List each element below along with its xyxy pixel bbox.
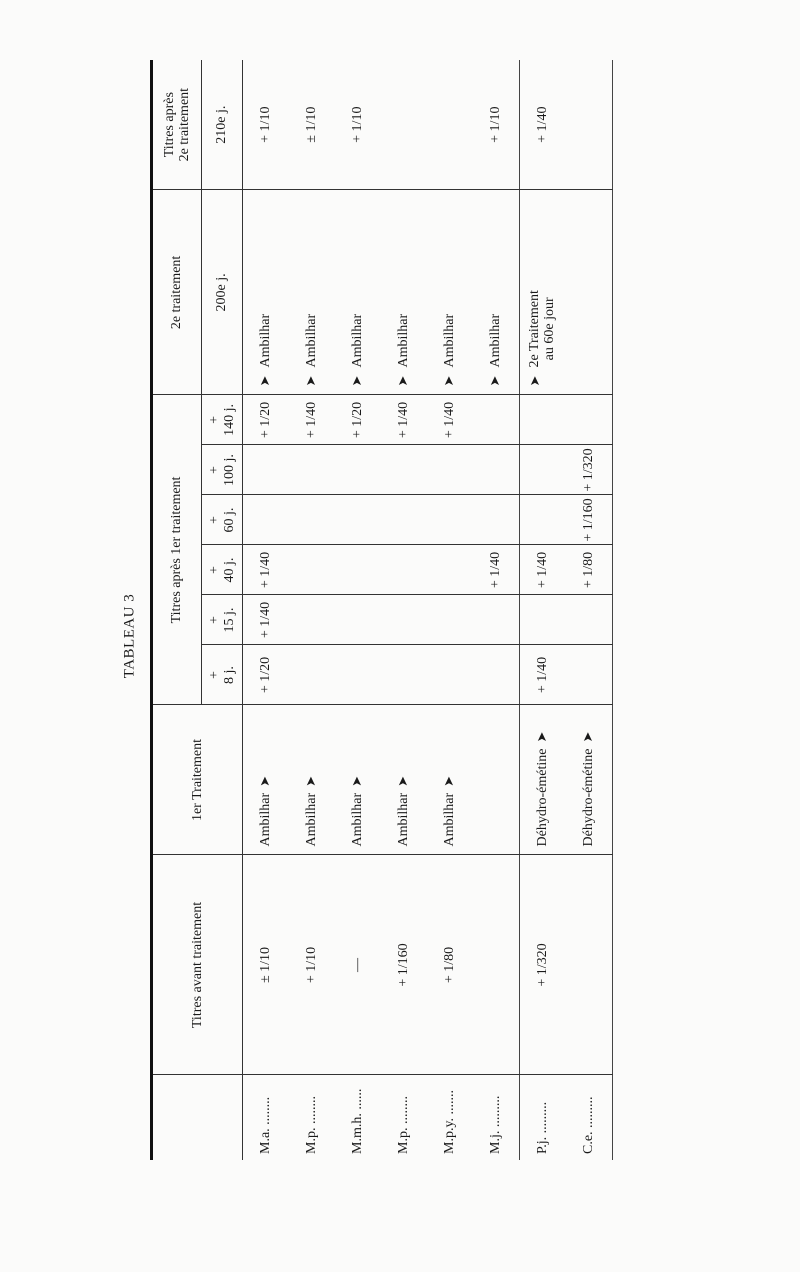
titre-15j xyxy=(381,595,427,645)
patient-name: M.p. ........ xyxy=(396,1096,412,1154)
header-day-15 xyxy=(202,595,243,645)
treatment-1 xyxy=(520,705,567,855)
header-day-label: 40 j. xyxy=(222,557,237,583)
header-day-label: 60 j. xyxy=(222,507,237,533)
header-day-label: 100 j. xyxy=(222,454,237,486)
header-apres2 xyxy=(152,60,202,190)
titre-15j xyxy=(427,595,473,645)
patient-name: C.e. ......... xyxy=(581,1096,597,1154)
header-plus: + xyxy=(206,416,222,424)
titre-40j: + 1/40 xyxy=(473,545,520,595)
treatment-2 xyxy=(335,190,381,395)
header-day-100 xyxy=(202,445,243,495)
treatment-1 xyxy=(566,705,613,855)
titre-210j: + 1/10 xyxy=(335,60,381,190)
titre-100j xyxy=(335,445,381,495)
treatment-2-label: Ambilhar xyxy=(396,313,412,368)
arrow-icon: ➤ xyxy=(349,375,365,387)
titre-60j xyxy=(381,495,427,545)
table-row xyxy=(427,60,473,1160)
titre-60j xyxy=(427,495,473,545)
titre-140j xyxy=(520,395,567,445)
titre-100j xyxy=(427,445,473,495)
header-plus: + xyxy=(206,516,222,524)
treatment-2 xyxy=(427,190,473,395)
header-row-1 xyxy=(152,60,202,1160)
arrow-icon: ➤ xyxy=(534,731,550,743)
titre-60j: + 1/160 xyxy=(566,495,613,545)
arrow-icon: ➤ xyxy=(257,775,273,787)
treatment-1-label: Ambilhar xyxy=(258,792,274,847)
treatment-1-label: Ambilhar xyxy=(442,792,458,847)
rotated-table-wrapper xyxy=(150,60,635,1160)
treatment-2 xyxy=(243,190,290,395)
header-plus: + xyxy=(206,466,222,474)
titre-15j: + 1/40 xyxy=(243,595,290,645)
titre-15j xyxy=(473,595,520,645)
titre-140j: + 1/40 xyxy=(289,395,335,445)
patient-name: M.p.y. ....... xyxy=(442,1089,458,1154)
titre-avant: — xyxy=(335,855,381,1075)
titre-100j: + 1/320 xyxy=(566,445,613,495)
titre-8j xyxy=(473,645,520,705)
arrow-icon: ➤ xyxy=(257,375,273,387)
table-row xyxy=(520,60,567,1160)
titre-avant xyxy=(566,855,613,1075)
treatment-1 xyxy=(335,705,381,855)
treatment-1-label: Déhydro-émétine xyxy=(535,748,551,847)
titre-210j xyxy=(381,60,427,190)
titre-40j xyxy=(427,545,473,595)
header-apres2-line2: 2e traitement xyxy=(177,87,192,162)
table-row xyxy=(243,60,290,1160)
titre-40j: + 1/40 xyxy=(520,545,567,595)
titre-8j: + 1/20 xyxy=(243,645,290,705)
treatment-2-label: Ambilhar xyxy=(304,313,320,368)
titre-60j xyxy=(243,495,290,545)
titre-15j xyxy=(335,595,381,645)
titre-210j xyxy=(566,60,613,190)
arrow-icon: ➤ xyxy=(395,375,411,387)
treatment-2 xyxy=(520,190,567,395)
titre-40j: + 1/40 xyxy=(243,545,290,595)
arrow-icon: ➤ xyxy=(580,731,596,743)
titre-100j xyxy=(289,445,335,495)
titre-40j xyxy=(381,545,427,595)
table-caption: TABLEAU 3 xyxy=(121,593,138,679)
titre-100j xyxy=(473,445,520,495)
treatment-1 xyxy=(381,705,427,855)
titre-60j xyxy=(520,495,567,545)
header-plus: + xyxy=(206,566,222,574)
treatment-2 xyxy=(381,190,427,395)
treatment-1 xyxy=(243,705,290,855)
titre-15j xyxy=(520,595,567,645)
titre-40j: + 1/80 xyxy=(566,545,613,595)
titre-100j xyxy=(381,445,427,495)
titre-140j xyxy=(566,395,613,445)
titre-8j xyxy=(427,645,473,705)
titre-210j: + 1/40 xyxy=(520,60,567,190)
titre-60j xyxy=(473,495,520,545)
arrow-icon: ➤ xyxy=(441,775,457,787)
titre-avant: + 1/160 xyxy=(381,855,427,1075)
header-t2: 2e traitement xyxy=(152,190,202,395)
header-day-label: 15 j. xyxy=(222,607,237,633)
titre-210j xyxy=(427,60,473,190)
header-day-40 xyxy=(202,545,243,595)
header-plus: + xyxy=(206,671,222,679)
treatment-2 xyxy=(473,190,520,395)
header-day-label: 8 j. xyxy=(222,666,237,684)
treatment-1-label: Ambilhar xyxy=(396,792,412,847)
titre-100j xyxy=(243,445,290,495)
table-row xyxy=(473,60,520,1160)
header-t1-text: 1er Traitement xyxy=(189,738,205,822)
header-day-60 xyxy=(202,495,243,545)
arrow-icon: ➤ xyxy=(303,775,319,787)
treatment-1 xyxy=(427,705,473,855)
patient-name: M.m.h. ...... xyxy=(350,1088,366,1154)
treatment-2-label: Ambilhar xyxy=(350,313,366,368)
arrow-icon: ➤ xyxy=(441,375,457,387)
titre-210j: + 1/10 xyxy=(243,60,290,190)
treatment-2-line2: au 60e jour xyxy=(542,297,557,361)
treatment-1 xyxy=(473,705,520,855)
titre-60j xyxy=(289,495,335,545)
titre-40j xyxy=(335,545,381,595)
titre-8j xyxy=(335,645,381,705)
treatment-2 xyxy=(289,190,335,395)
table-row xyxy=(289,60,335,1160)
treatment-1-label: Déhydro-émétine xyxy=(581,748,597,847)
titre-140j xyxy=(473,395,520,445)
treatment-1-label: Ambilhar xyxy=(350,792,366,847)
table-row xyxy=(566,60,613,1160)
titre-210j: ± 1/10 xyxy=(289,60,335,190)
table-row xyxy=(335,60,381,1160)
titre-140j: + 1/40 xyxy=(427,395,473,445)
titre-avant: ± 1/10 xyxy=(243,855,290,1075)
header-day-8 xyxy=(202,645,243,705)
arrow-icon: ➤ xyxy=(303,375,319,387)
patient-name: M.a. ........ xyxy=(258,1096,274,1154)
titre-40j xyxy=(289,545,335,595)
titre-140j: + 1/20 xyxy=(335,395,381,445)
titre-8j xyxy=(566,645,613,705)
treatment-1-label: Ambilhar xyxy=(304,792,320,847)
treatment-1 xyxy=(289,705,335,855)
titre-8j xyxy=(381,645,427,705)
header-day-140 xyxy=(202,395,243,445)
titre-60j xyxy=(335,495,381,545)
patient-name: M.p. ........ xyxy=(304,1096,320,1154)
header-day-label: 140 j. xyxy=(222,404,237,436)
header-day-210: 210e j. xyxy=(202,60,243,190)
treatment-2-label: Ambilhar xyxy=(442,313,458,368)
titre-140j: + 1/20 xyxy=(243,395,290,445)
treatment-2-label: Ambilhar xyxy=(488,313,504,368)
treatment-2-label: Ambilhar xyxy=(258,313,274,368)
arrow-icon: ➤ xyxy=(395,775,411,787)
titre-avant: + 1/320 xyxy=(520,855,567,1075)
treatment-2 xyxy=(566,190,613,395)
titre-15j xyxy=(566,595,613,645)
arrow-icon: ➤ xyxy=(349,775,365,787)
arrow-icon: ➤ xyxy=(487,375,503,387)
titre-15j xyxy=(289,595,335,645)
header-avant: Titres avant traitement xyxy=(152,855,243,1075)
header-apres1: Titres après 1er traitement xyxy=(152,395,202,705)
header-day-200: 200e j. xyxy=(202,190,243,395)
titre-avant: + 1/80 xyxy=(427,855,473,1075)
header-plus: + xyxy=(206,616,222,624)
patient-name: M.j. ......... xyxy=(488,1095,504,1154)
titre-140j: + 1/40 xyxy=(381,395,427,445)
header-t1 xyxy=(152,705,243,855)
table-row xyxy=(381,60,427,1160)
titre-avant xyxy=(473,855,520,1075)
patient-name: P.j. ......... xyxy=(520,1075,567,1160)
treatment-2-line1: 2e Traitement xyxy=(527,290,543,368)
titre-100j xyxy=(520,445,567,495)
header-apres2-line1: Titres après xyxy=(161,92,177,158)
titre-8j: + 1/40 xyxy=(520,645,567,705)
titre-8j xyxy=(289,645,335,705)
header-patient xyxy=(152,1075,243,1160)
results-table xyxy=(150,60,613,1160)
arrow-icon: ➤ xyxy=(527,375,543,387)
titre-210j: + 1/10 xyxy=(473,60,520,190)
titre-avant: + 1/10 xyxy=(289,855,335,1075)
